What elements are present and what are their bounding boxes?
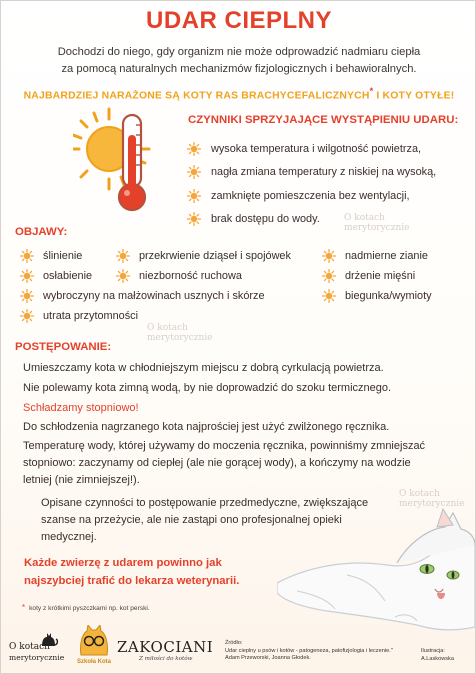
- sun-bullet-icon: [322, 289, 336, 303]
- zakociani-title: ZAKOCIANI: [117, 638, 214, 656]
- symptom-text: przekrwienie dziąseł i spojówek: [139, 250, 291, 262]
- symptom-text: niezborność ruchowa: [139, 270, 242, 282]
- procedure-line: letniej (nie zimniejszej!).: [23, 474, 140, 486]
- illustration-label: Ilustracja:: [421, 648, 445, 654]
- procedure-line: Temperaturę wody, której używamy do moczenia ręcznika, powinniśmy zmniejszać: [23, 440, 426, 452]
- watermark: O kotach merytorycznie: [399, 489, 465, 509]
- symptom-text: nadmierne zianie: [345, 250, 428, 262]
- footnote-text: koty z krótkimi pyszczkami np. kot perski.: [29, 605, 150, 612]
- sun-bullet-icon: [187, 212, 201, 226]
- symptom-text: ślinienie: [43, 250, 83, 262]
- factor-item: [187, 137, 436, 161]
- sun-bullet-icon: [20, 289, 34, 303]
- symptom-item: [116, 249, 291, 263]
- factor-item: [187, 161, 436, 185]
- source-line-2: Adam Przeworski, Joanna Głodek.: [225, 655, 311, 662]
- intro-text: [31, 44, 447, 78]
- final-message-line: najszybciej trafić do lekarza weterynarii.: [24, 575, 240, 587]
- factor-text: brak dostępu do wody.: [211, 213, 320, 226]
- procedure-heading: POSTĘPOWANIE:: [15, 341, 112, 353]
- risk-highlight: [1, 86, 476, 101]
- symptom-text: drżenie mięśni: [345, 270, 416, 282]
- sun-bullet-icon: [116, 269, 130, 283]
- zakociani-subtitle: Z miłości do kotów: [139, 656, 193, 662]
- source-label: Źródło:: [225, 640, 243, 646]
- factor-text: zamknięte pomieszczenia bez wentylacji,: [211, 189, 410, 202]
- factors-heading: CZYNNIKI SPRZYJAJĄCE WYSTĄPIENIU UDARU:: [188, 114, 459, 126]
- symptom-item: [322, 249, 428, 263]
- zakociani-logo: [117, 638, 213, 662]
- sun-bullet-icon: [20, 309, 34, 323]
- procedure-line: stopniowo: zaczynamy od ciepłej (ale nie gorącej wody), a kończymy na wodzie: [23, 457, 411, 469]
- procedure-note-line: Opisane czynności to postępowanie przedmedyczne, zwiększające: [41, 497, 369, 509]
- sun-bullet-icon: [322, 269, 336, 283]
- watermark: O kotach merytorycznie: [344, 213, 410, 233]
- factor-item: [187, 184, 436, 208]
- intro-line-2: za pomocą naturalnych mechanizmów fizjologicznych i behawioralnych.: [61, 63, 417, 75]
- symptoms-heading: OBJAWY:: [15, 226, 68, 238]
- footnote-star: *: [22, 603, 26, 612]
- illustration-author: A.Laskowska: [421, 655, 454, 662]
- symptom-text: wybroczyny na małżowinach usznych i skórze: [43, 290, 265, 302]
- szkola-kota-label: Szkoła Kota: [76, 659, 111, 665]
- final-message-line: Każde zwierzę z udarem powinno jak: [24, 557, 222, 569]
- szkola-kota-logo: [75, 625, 113, 671]
- procedure-line: Do schłodzenia nagrzanego kota najprościej jest użyć zwilżonego ręcznika.: [23, 421, 390, 433]
- poster-title: UDAR CIEPLNY: [145, 7, 332, 34]
- symptom-item: [20, 249, 82, 263]
- sun-bullet-icon: [187, 142, 201, 156]
- symptom-item: [20, 309, 138, 323]
- symptom-item: [322, 269, 415, 283]
- intro-line-1: Dochodzi do niego, gdy organizm nie może odprowadzić nadmiaru ciepła: [57, 46, 421, 58]
- procedure-emphasis: Schładzamy stopniowo!: [23, 402, 139, 414]
- okotach-logo-line2: merytorycznie: [9, 653, 65, 662]
- source-block: [225, 640, 393, 663]
- sun-bullet-icon: [187, 189, 201, 203]
- factor-text: wysoka temperatura i wilgotność powietrza,: [211, 142, 422, 155]
- watermark: O kotach merytorycznie: [147, 323, 213, 343]
- sun-bullet-icon: [187, 165, 201, 179]
- procedure-line: Nie polewamy kota zimną wodą, by nie doprowadzić do szoku termicznego.: [23, 382, 392, 394]
- symptom-item: [116, 269, 242, 283]
- procedure-note-line: medycznej.: [41, 531, 97, 543]
- procedure-note-line: szanse na przeżycie, ale nie zastąpi ono profesjonalnej opieki: [41, 514, 342, 526]
- symptom-text: biegunka/wymioty: [345, 290, 432, 302]
- risk-highlight-part2: I KOTY OTYŁE!: [373, 90, 455, 102]
- symptom-item: [322, 289, 432, 303]
- risk-highlight-part1: NAJBARDZIEJ NARAŻONE SĄ KOTY RAS BRACHYCEFALICZNYCH: [23, 90, 370, 102]
- sun-bullet-icon: [116, 249, 130, 263]
- okotach-logo-line1: O kotach: [9, 642, 50, 652]
- thermometer-icon: [119, 115, 145, 210]
- illustration-credit: [421, 648, 454, 663]
- symptom-item: [20, 289, 265, 303]
- factor-text: nagła zmiana temperatury z niskiej na wysoką,: [211, 166, 437, 179]
- symptom-text: utrata przytomności: [43, 310, 139, 322]
- cat-with-glasses-icon: [75, 625, 113, 657]
- sun-thermometer-illustration: [73, 105, 183, 225]
- footnote: [22, 603, 150, 612]
- sun-bullet-icon: [322, 249, 336, 263]
- risk-highlight-star: *: [369, 86, 374, 96]
- symptom-text: osłabienie: [43, 270, 93, 282]
- lying-cat-illustration: [277, 505, 475, 633]
- symptom-item: [20, 269, 92, 283]
- sun-bullet-icon: [20, 249, 34, 263]
- sun-bullet-icon: [20, 269, 34, 283]
- source-line-1: Udar cieplny u psów i kotów - patogeneza, patofizjologia i leczenie.": [225, 647, 393, 654]
- procedure-line: Umieszczamy kota w chłodniejszym miejscu z dobrą cyrkulacją powietrza.: [23, 362, 384, 374]
